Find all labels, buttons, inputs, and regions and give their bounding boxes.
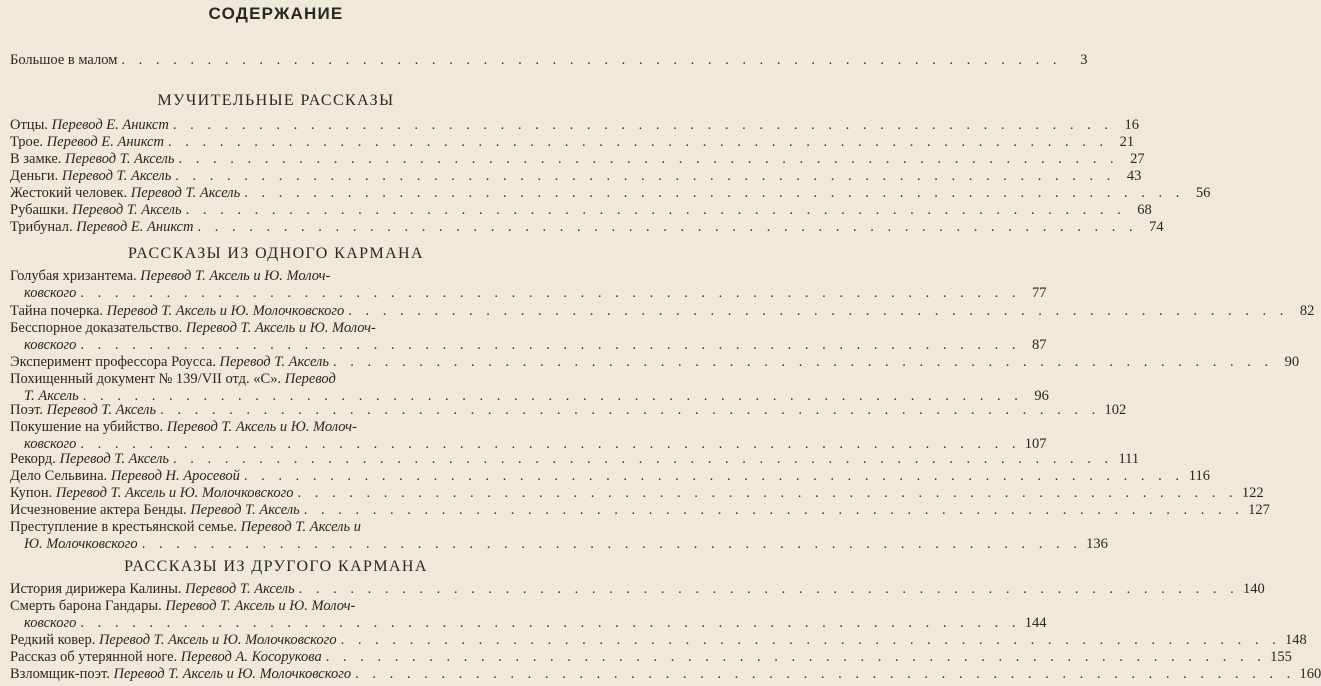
entry-title: Смерть барона Гандары. xyxy=(10,598,162,614)
entry-translator: Перевод Т. Аксель xyxy=(185,581,295,597)
page-number: 27 xyxy=(1130,151,1145,167)
entry-title: Похищенный документ № 139/VII отд. «С». xyxy=(10,371,282,387)
page-number: 56 xyxy=(1195,185,1211,201)
toc-entry-line xyxy=(10,151,1145,168)
entry-text xyxy=(10,268,330,285)
toc-entry[interactable] xyxy=(10,52,1088,69)
toc-entry-line xyxy=(10,268,542,285)
entry-text xyxy=(10,451,169,468)
page-number: 82 xyxy=(1299,303,1315,319)
toc-entry-line xyxy=(10,598,542,615)
page-number: 107 xyxy=(1024,436,1047,452)
entry-title: Голубая хризантема. xyxy=(10,268,137,284)
section-heading: МУЧИТЕЛЬНЫЕ РАССКАЗЫ xyxy=(157,92,395,109)
entry-translator: Перевод Т. Аксель и Ю. Молоч- xyxy=(165,598,356,614)
entry-title: Покушение на убийство. xyxy=(10,419,164,435)
entry-translator: Перевод xyxy=(284,371,336,387)
entry-translator: Перевод Т. Аксель xyxy=(219,354,329,370)
entry-text xyxy=(10,581,295,598)
entry-text xyxy=(10,185,240,202)
toc-entry[interactable] xyxy=(10,666,1321,683)
toc-entry[interactable] xyxy=(10,519,1108,553)
entry-translator-continued: Ю. Молочковского xyxy=(24,536,138,552)
toc-entry[interactable] xyxy=(10,202,1152,219)
toc-entry-line xyxy=(10,615,1047,632)
toc-entry-line xyxy=(10,168,1142,185)
toc-entry-line xyxy=(10,303,1315,320)
entry-translator-continued: ковского xyxy=(24,337,77,353)
entry-translator: Перевод Т. Аксель и Ю. Молочковского xyxy=(106,303,345,319)
toc-entry-line xyxy=(10,632,1307,649)
entry-translator: Перевод Т. Аксель и Ю. Молочковского xyxy=(98,632,337,648)
toc-entry-line xyxy=(10,134,1135,151)
toc-entry-line xyxy=(10,581,1265,598)
page-number: 68 xyxy=(1137,202,1152,218)
dot-leader xyxy=(164,134,1108,151)
toc-entry-line xyxy=(10,419,542,436)
entry-title: Эксперимент профессора Роусса. xyxy=(10,354,216,370)
toc-entry-line xyxy=(10,185,1211,202)
entry-translator-continued: Т. Аксель xyxy=(24,388,79,404)
dot-leader xyxy=(322,649,1266,666)
entry-translator: Перевод Т. Аксель xyxy=(72,202,182,218)
entry-title: Жестокий человек. xyxy=(10,185,128,201)
entry-title: Преступление в крестьянской семье. xyxy=(10,519,238,535)
toc-entry[interactable] xyxy=(10,598,1047,632)
entry-translator: Перевод Т. Аксель и Ю. Молоч- xyxy=(166,419,357,435)
dot-leader xyxy=(240,185,1184,202)
toc-entry[interactable] xyxy=(10,419,1047,453)
page-number: 148 xyxy=(1284,632,1307,648)
toc-entry[interactable] xyxy=(10,451,1140,468)
toc-entry-line xyxy=(10,354,1300,371)
entry-text xyxy=(10,402,156,419)
entry-translator: Перевод Е. Аникст xyxy=(51,117,169,133)
entry-text xyxy=(10,117,169,134)
dot-leader xyxy=(171,168,1115,185)
entry-title: Купон. xyxy=(10,485,53,501)
dot-leader xyxy=(344,303,1288,320)
page-number: 136 xyxy=(1086,536,1108,552)
entry-text xyxy=(10,202,182,219)
entry-title: Рубашки. xyxy=(10,202,69,218)
toc-entry[interactable] xyxy=(10,268,1047,302)
page-number: 3 xyxy=(1080,52,1088,68)
entry-translator: Перевод Т. Аксель xyxy=(130,185,241,201)
toc-entry-line xyxy=(10,371,542,388)
toc-entry-line xyxy=(10,52,1088,69)
toc-entry[interactable] xyxy=(10,151,1145,168)
entry-translator-continued: ковского xyxy=(24,615,77,631)
entry-text xyxy=(10,134,164,151)
entry-title: Деньги. xyxy=(10,168,59,184)
entry-translator: Перевод Т. Аксель xyxy=(190,502,300,518)
entry-translator: Перевод Т. Аксель xyxy=(65,151,175,167)
entry-translator-continued: ковского xyxy=(24,436,77,452)
toc-entry-line xyxy=(10,451,1140,468)
toc-entry-line xyxy=(10,519,542,536)
entry-translator: Перевод Т. Аксель xyxy=(61,168,172,184)
dot-leader xyxy=(174,151,1118,168)
toc-entry[interactable] xyxy=(10,649,1292,666)
toc-entry-line xyxy=(10,536,1108,553)
entry-title: Отцы. xyxy=(10,117,48,133)
toc-entry[interactable] xyxy=(10,468,1211,485)
entry-text xyxy=(10,303,344,320)
entry-text xyxy=(10,468,240,485)
entry-text xyxy=(10,151,174,168)
toc-entry-line xyxy=(10,402,1127,419)
toc-entry[interactable] xyxy=(10,581,1265,598)
entry-title: Взломщик-поэт. xyxy=(10,666,110,682)
page-number: 21 xyxy=(1119,134,1135,150)
entry-translator: Перевод Т. Аксель и xyxy=(240,519,361,535)
entry-text xyxy=(10,168,171,185)
dot-leader xyxy=(329,354,1273,371)
page-number: 116 xyxy=(1188,468,1211,484)
toc-entry[interactable] xyxy=(10,354,1300,371)
page-number: 43 xyxy=(1126,168,1142,184)
entry-title: История дирижера Калины. xyxy=(10,581,182,597)
toc-entry[interactable] xyxy=(10,320,1047,354)
page-number: 77 xyxy=(1032,285,1047,301)
entry-translator: Перевод Е. Аникст xyxy=(76,219,194,235)
entry-text xyxy=(10,320,376,337)
dot-leader xyxy=(337,632,1281,649)
entry-text xyxy=(10,666,351,683)
entry-translator: Перевод Т. Аксель и Ю. Молоч- xyxy=(185,320,376,336)
toc-entry[interactable] xyxy=(10,185,1211,202)
toc-entry-line xyxy=(10,285,1047,302)
entry-title: Рекорд. xyxy=(10,451,56,467)
entry-title: Исчезновение актера Бенды. xyxy=(10,502,187,518)
page-number: 102 xyxy=(1104,402,1127,418)
toc-entry-line xyxy=(10,502,1270,519)
entry-text xyxy=(10,519,361,536)
page-number: 16 xyxy=(1124,117,1139,133)
toc-entry-line xyxy=(10,320,542,337)
entry-translator: Перевод Т. Аксель и Ю. Молочковского xyxy=(113,666,352,682)
toc-entry-line xyxy=(10,337,1047,354)
toc-entry[interactable] xyxy=(10,168,1142,185)
page-number: 140 xyxy=(1242,581,1265,597)
entry-title: В замке. xyxy=(10,151,62,167)
dot-leader xyxy=(169,451,1113,468)
entry-translator: Перевод Н. Аросевой xyxy=(110,468,240,484)
dot-leader xyxy=(117,52,1061,69)
toc-entry[interactable] xyxy=(10,402,1127,419)
page-number: 127 xyxy=(1248,502,1270,518)
entry-title: Бесспорное доказательство. xyxy=(10,320,183,336)
page-number: 160 xyxy=(1299,666,1321,682)
page-number: 122 xyxy=(1241,485,1264,501)
page-title: СОДЕРЖАНИЕ xyxy=(208,4,344,23)
entry-title: Большое в малом xyxy=(10,52,118,68)
entry-text xyxy=(10,371,336,388)
section-heading: РАССКАЗЫ ИЗ ОДНОГО КАРМАНА xyxy=(128,245,424,262)
entry-text xyxy=(10,485,293,502)
entry-text xyxy=(10,649,322,666)
page-number: 111 xyxy=(1118,451,1140,467)
entry-translator: Перевод Т. Аксель и Ю. Молочковского xyxy=(55,485,294,501)
dot-leader xyxy=(193,219,1137,236)
dot-leader xyxy=(351,666,1295,683)
entry-translator: Перевод А. Косорукова xyxy=(180,649,322,665)
entry-title: Трибунал. xyxy=(10,219,73,235)
section-heading: РАССКАЗЫ ИЗ ДРУГОГО КАРМАНА xyxy=(124,558,428,575)
dot-leader xyxy=(240,468,1184,485)
toc-entry[interactable] xyxy=(10,134,1135,151)
entry-text xyxy=(10,502,300,519)
toc-entry[interactable] xyxy=(10,117,1139,134)
dot-leader xyxy=(156,402,1100,419)
entry-translator: Перевод Т. Аксель xyxy=(59,451,170,467)
page-number: 144 xyxy=(1024,615,1047,631)
entry-text xyxy=(10,598,355,615)
toc-entry-line xyxy=(10,117,1139,134)
toc-entry-line xyxy=(10,485,1264,502)
dot-leader xyxy=(169,117,1113,134)
toc-entry-line xyxy=(10,649,1292,666)
entry-translator-continued: ковского xyxy=(24,285,77,301)
toc-entry[interactable] xyxy=(10,219,1164,236)
toc-entry-line xyxy=(10,219,1164,236)
toc-entry[interactable] xyxy=(10,502,1270,519)
entry-text xyxy=(10,219,193,236)
toc-entry-line xyxy=(10,202,1152,219)
toc-entry-line xyxy=(10,468,1211,485)
page-number: 74 xyxy=(1149,219,1164,235)
dot-leader xyxy=(295,581,1239,598)
entry-text xyxy=(10,419,357,436)
entry-title: Дело Сельвина. xyxy=(10,468,108,484)
page-number: 87 xyxy=(1032,337,1047,353)
dot-leader xyxy=(182,202,1126,219)
toc-entry[interactable] xyxy=(10,371,1049,405)
entry-text xyxy=(10,354,329,371)
entry-translator: Перевод Т. Аксель xyxy=(46,402,157,418)
toc-entry[interactable] xyxy=(10,632,1307,649)
entry-title: Редкий ковер. xyxy=(10,632,96,648)
entry-text xyxy=(10,632,337,649)
toc-entry-line xyxy=(10,666,1321,683)
page-number: 96 xyxy=(1034,388,1049,404)
dot-leader xyxy=(138,536,1082,553)
page-number: 90 xyxy=(1284,354,1300,370)
dot-leader xyxy=(76,285,1020,302)
dot-leader xyxy=(76,337,1020,354)
entry-title: Поэт. xyxy=(10,402,43,418)
dot-leader xyxy=(76,615,1020,632)
page-number: 155 xyxy=(1270,649,1292,665)
entry-title: Рассказ об утерянной ноге. xyxy=(10,649,178,665)
toc-entry[interactable] xyxy=(10,485,1264,502)
entry-translator: Перевод Е. Аникст xyxy=(46,134,164,150)
toc-entry[interactable] xyxy=(10,303,1315,320)
entry-translator: Перевод Т. Аксель и Ю. Молоч- xyxy=(140,268,331,284)
dot-leader xyxy=(300,502,1244,519)
entry-title: Тайна почерка. xyxy=(10,303,104,319)
dot-leader xyxy=(293,485,1237,502)
entry-title: Трое. xyxy=(10,134,44,150)
